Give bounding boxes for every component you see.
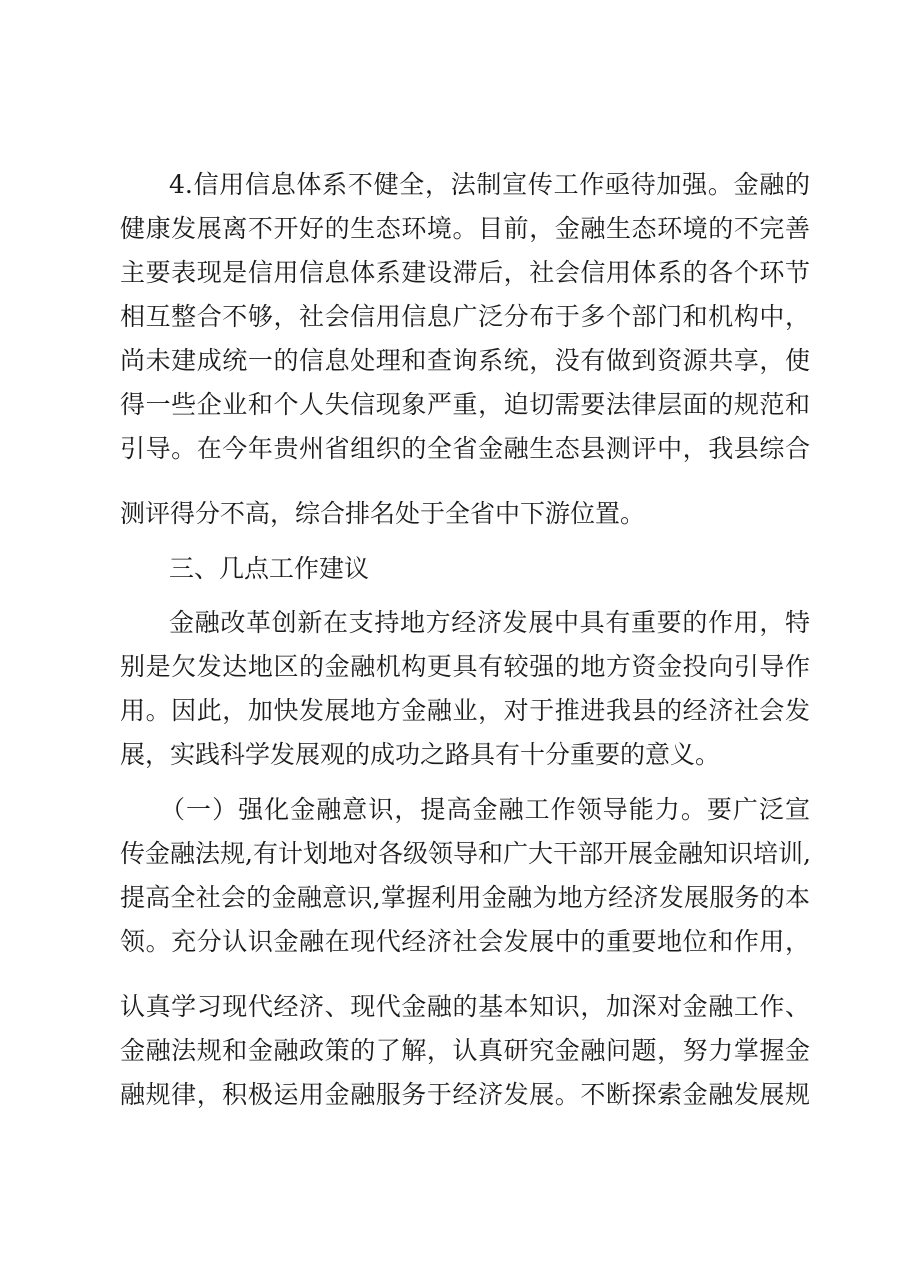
paragraph-1-line-3: 提高全社会的金融意识,掌握利用金融为地方经济发展服务的本: [120, 883, 810, 912]
paragraph-4-line-1: 4.信用信息体系不健全，法制宣传工作亟待加强。金融的: [169, 170, 810, 199]
paragraph-1-line-1: （一）强化金融意识，提高金融工作领导能力。要广泛宣: [160, 795, 810, 824]
paragraph-1-line-4: 领。充分认识金融在现代经济社会发展中的重要地位和作用，: [120, 927, 810, 956]
paragraph-4-line-3: 主要表现是信用信息体系建设滞后，社会信用体系的各个环节: [120, 258, 810, 287]
paragraph-1-line-7: 融规律，积极运用金融服务于经济发展。不断探索金融发展规: [120, 1080, 810, 1109]
paragraph-4-line-2: 健康发展离不开好的生态环境。目前，金融生态环境的不完善: [120, 214, 810, 243]
paragraph-1-line-2: 传金融法规,有计划地对各级领导和广大干部开展金融知识培训,: [120, 839, 811, 868]
paragraph-1-line-6: 金融法规和金融政策的了解，认真研究金融问题，努力掌握金: [120, 1036, 810, 1065]
paragraph-4-line-8: 测评得分不高，综合排名处于全省中下游位置。: [120, 499, 646, 528]
paragraph-4-line-7: 引导。在今年贵州省组织的全省金融生态县测评中，我县综合: [120, 434, 810, 463]
paragraph-intro-line-4: 展，实践科学发展观的成功之路具有十分重要的意义。: [120, 740, 721, 769]
paragraph-4-line-6: 得一些企业和个人失信现象严重，迫切需要法律层面的规范和: [120, 390, 810, 419]
paragraph-4-line-4: 相互整合不够，社会信用信息广泛分布于多个部门和机构中，: [120, 302, 810, 331]
paragraph-intro-line-2: 别是欠发达地区的金融机构更具有较强的地方资金投向引导作: [120, 652, 810, 681]
paragraph-intro-line-3: 用。因此，加快发展地方金融业，对于推进我县的经济社会发: [120, 696, 810, 725]
paragraph-intro-line-1: 金融改革创新在支持地方经济发展中具有重要的作用，特: [169, 608, 810, 637]
section-3-heading: 三、几点工作建议: [169, 554, 370, 583]
paragraph-4-line-5: 尚未建成统一的信息处理和查询系统，没有做到资源共享，使: [120, 346, 810, 375]
paragraph-1-line-5: 认真学习现代经济、现代金融的基本知识，加深对金融工作、: [120, 992, 810, 1021]
